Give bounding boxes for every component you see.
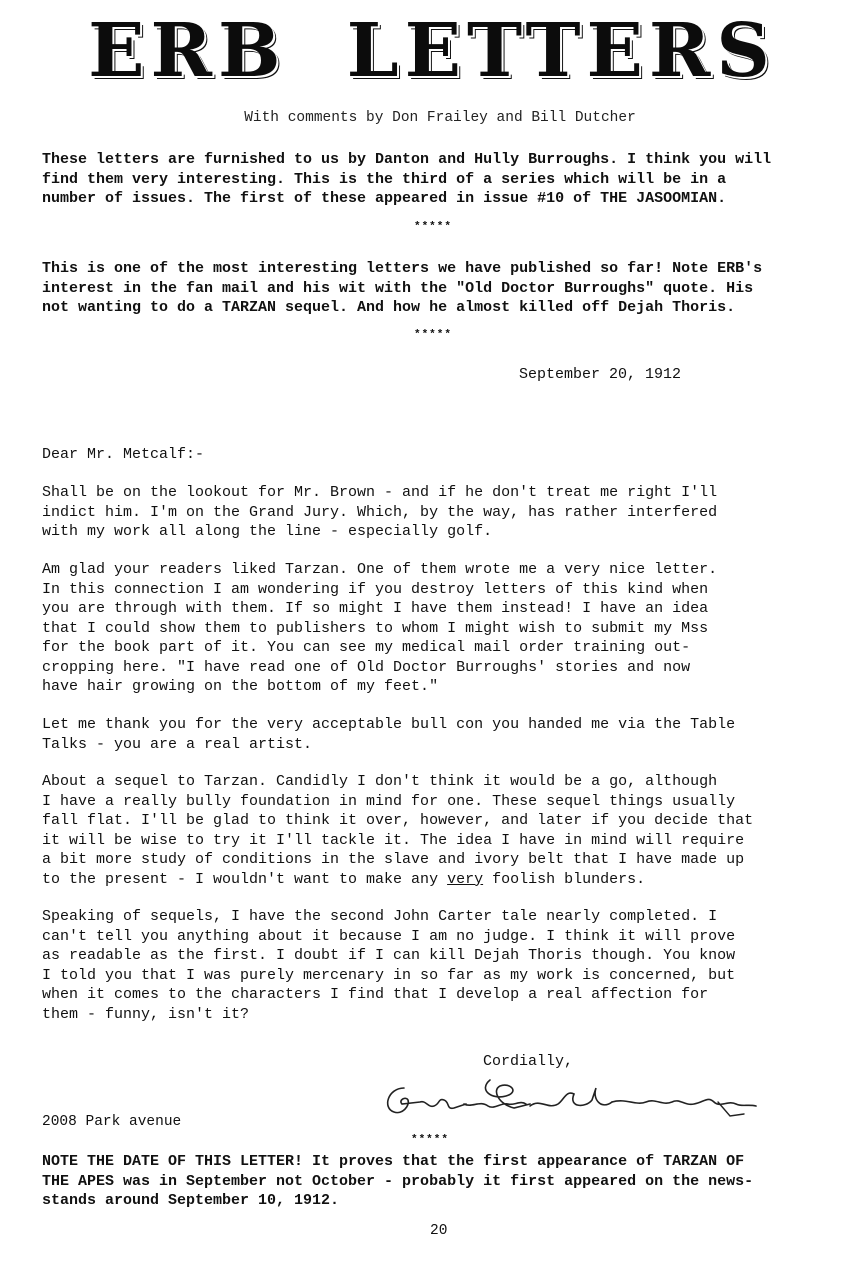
signature-image — [380, 1074, 770, 1130]
page-number: 20 — [430, 1223, 448, 1239]
intro-paragraph: These letters are furnished to us by Danton and Hully Burroughs. I think you will find them very interesting. This is the third of a series which will be in a number of issues. The first of these appeared in issue #10 of THE JASOOMIAN. — [42, 151, 772, 207]
letter-paragraph-2: Am glad your readers liked Tarzan. One of them wrote me a very nice letter. In this connection I am wondering if you destroy letters of this kind when you are through with them. If so might I have them instead! I have an idea that I could show them to publishers to whom I might wish to submit my Mss for the book part of it. You can see my medical mail order training out- cropping here. "I have read one of Old Doctor Burroughs' stories and now have hair growing on the bottom of my feet." — [42, 561, 718, 695]
masthead-title — [0, 6, 864, 96]
p4-text-end: foolish blunders. — [483, 870, 646, 888]
letter-salutation: Dear Mr. Metcalf:- — [42, 446, 205, 463]
comment-paragraph: This is one of the most interesting letters we have published so far! Note ERB's interest in the fan mail and his wit with the "Old Doctor Burroughs" quote. His not wanting to do a TARZAN sequel. And how he almost killed off Dejah Thoris. — [42, 260, 763, 316]
p4-underlined-word: very — [447, 870, 484, 888]
separator-1: ***** — [413, 221, 452, 233]
letter-paragraph-5: Speaking of sequels, I have the second John Carter tale nearly completed. I can't tell you anything about it because I am no judge. I think it will prove as readable as the first. I doubt if I can kill Dejah Thoris though. You know I told you that I was purely mercenary in so far as my work is concerned, but when it comes to the characters I find that I develop a real affection for them - funny, isn't it? — [42, 908, 736, 1023]
letter-paragraph-4 — [42, 772, 842, 889]
note-paragraph: NOTE THE DATE OF THIS LETTER! It proves that the first appearance of TARZAN OF THE APES was in September not October - probably it first appeared on the news- stands around September 10, 1912. — [42, 1153, 754, 1209]
letter-address: 2008 Park avenue — [42, 1114, 182, 1130]
masthead-word-letters: LETTERS — [346, 8, 776, 94]
p4-text-start: About a sequel to Tarzan. Candidly I don't think it would be a go, although I have a really bully foundation in mind for one. These sequel things usually fall flat. I'll be glad to think it over, however, and later if you decide that it will be wise to try it I'll tackle it. The idea I have in mind will require a bit more study of conditions in the slave and ivory belt that I have made up to the present - I wouldn't want to make any — [42, 773, 754, 888]
letter-closing: Cordially, — [483, 1053, 574, 1070]
byline: With comments by Don Frailey and Bill Dutcher — [244, 110, 636, 126]
letter-paragraph-3: Let me thank you for the very acceptable bull con you handed me via the Table Talks - you are a real artist. — [42, 716, 736, 753]
masthead-word-erb: ERB — [88, 8, 287, 94]
letter-paragraph-1: Shall be on the lookout for Mr. Brown - and if he don't treat me right I'll indict him. I'm on the Grand Jury. Which, by the way, has rather interfered with my work all along the line - especially golf. — [42, 484, 718, 540]
letter-date: September 20, 1912 — [519, 366, 682, 383]
separator-2: ***** — [413, 329, 452, 341]
separator-3: ***** — [410, 1134, 449, 1146]
